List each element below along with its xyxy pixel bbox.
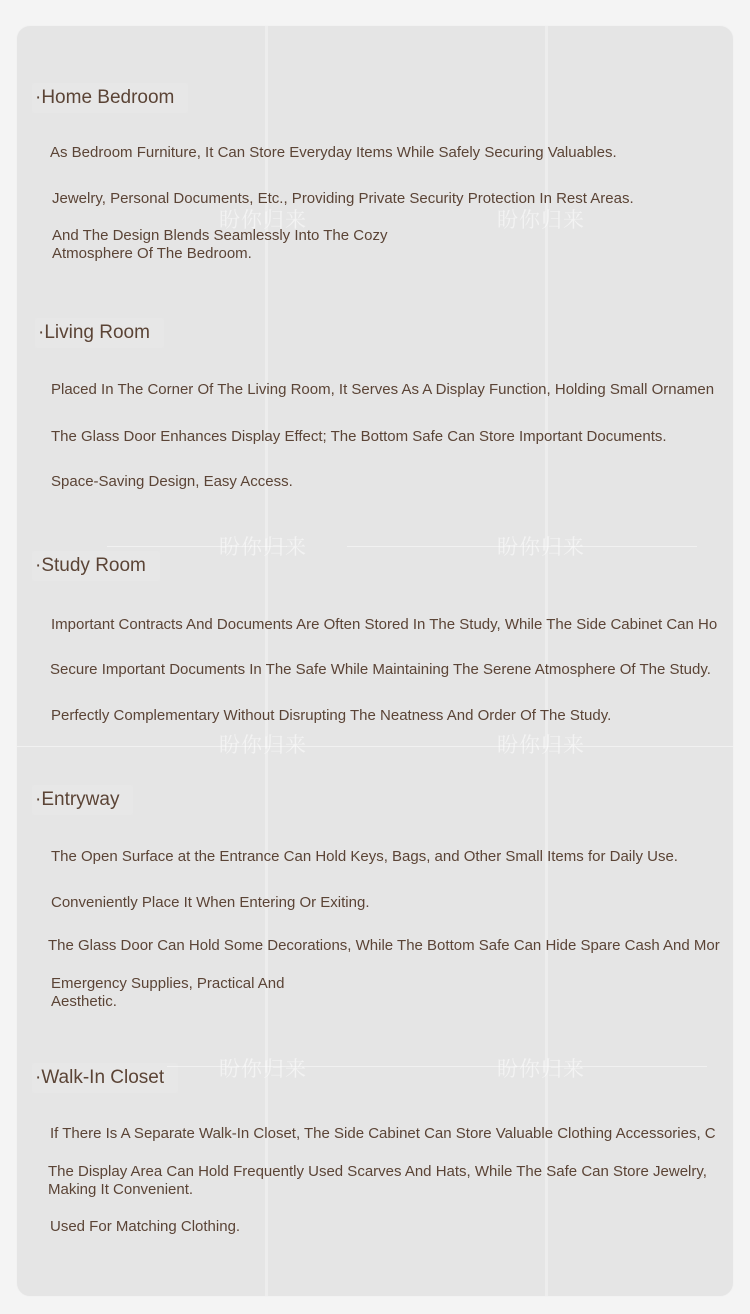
- section-text-line: Perfectly Complementary Without Disrupting The Neatness And Order Of The Study.: [51, 707, 612, 724]
- watermark-text: 盼你归来: [219, 733, 307, 757]
- section-text-line: Space-Saving Design, Easy Access.: [51, 473, 293, 490]
- content-card: [16, 25, 734, 1297]
- section-text-line: The Glass Door Can Hold Some Decorations, While The Bottom Safe Can Hide Spare Cash And Mor: [48, 937, 720, 954]
- watermark-text: 盼你归来: [497, 733, 585, 757]
- section-heading-study-room: ·Study Room: [32, 551, 160, 581]
- watermark-text: 盼你归来: [497, 1057, 585, 1081]
- section-text-line: The Open Surface at the Entrance Can Hold Keys, Bags, and Other Small Items for Daily Use.: [51, 848, 678, 865]
- watermark-text: 盼你归来: [497, 535, 585, 559]
- section-text-line: Secure Important Documents In The Safe While Maintaining The Serene Atmosphere Of The Study.: [50, 661, 711, 678]
- section-text-line: Important Contracts And Documents Are Often Stored In The Study, While The Side Cabinet Can Ho: [51, 616, 718, 633]
- section-text-line: Conveniently Place It When Entering Or Exiting.: [51, 894, 370, 911]
- section-heading-entryway: ·Entryway: [32, 785, 133, 815]
- section-heading-living-room: ·Living Room: [35, 318, 164, 348]
- section-text-line: Used For Matching Clothing.: [50, 1218, 241, 1235]
- watermark-text: 盼你归来: [219, 535, 307, 559]
- watermark-text: 盼你归来: [497, 208, 585, 232]
- section-text-line: Placed In The Corner Of The Living Room, It Serves As A Display Function, Holding Small Ornamen: [51, 381, 715, 398]
- section-text-line: The Display Area Can Hold Frequently Used Scarves And Hats, While The Safe Can Store Jewelry, Making It Convenient.: [48, 1163, 707, 1198]
- section-text-line: If There Is A Separate Walk-In Closet, The Side Cabinet Can Store Valuable Clothing Accessories, C: [50, 1125, 716, 1142]
- section-text-line: And The Design Blends Seamlessly Into The Cozy Atmosphere Of The Bedroom.: [52, 227, 388, 262]
- section-heading-home-bedroom: ·Home Bedroom: [32, 83, 188, 113]
- section-heading-walk-in-closet: ·Walk-In Closet: [32, 1063, 178, 1093]
- section-text-line: Jewelry, Personal Documents, Etc., Providing Private Security Protection In Rest Areas.: [52, 190, 634, 207]
- section-text-line: The Glass Door Enhances Display Effect; The Bottom Safe Can Store Important Documents.: [51, 428, 667, 445]
- section-text-line: Emergency Supplies, Practical And Aesthetic.: [51, 975, 285, 1010]
- watermark-text: 盼你归来: [219, 1057, 307, 1081]
- watermark-text: 盼你归来: [219, 208, 307, 232]
- section-text-line: As Bedroom Furniture, It Can Store Everyday Items While Safely Securing Valuables.: [50, 144, 617, 161]
- watermark-rule: [17, 746, 734, 747]
